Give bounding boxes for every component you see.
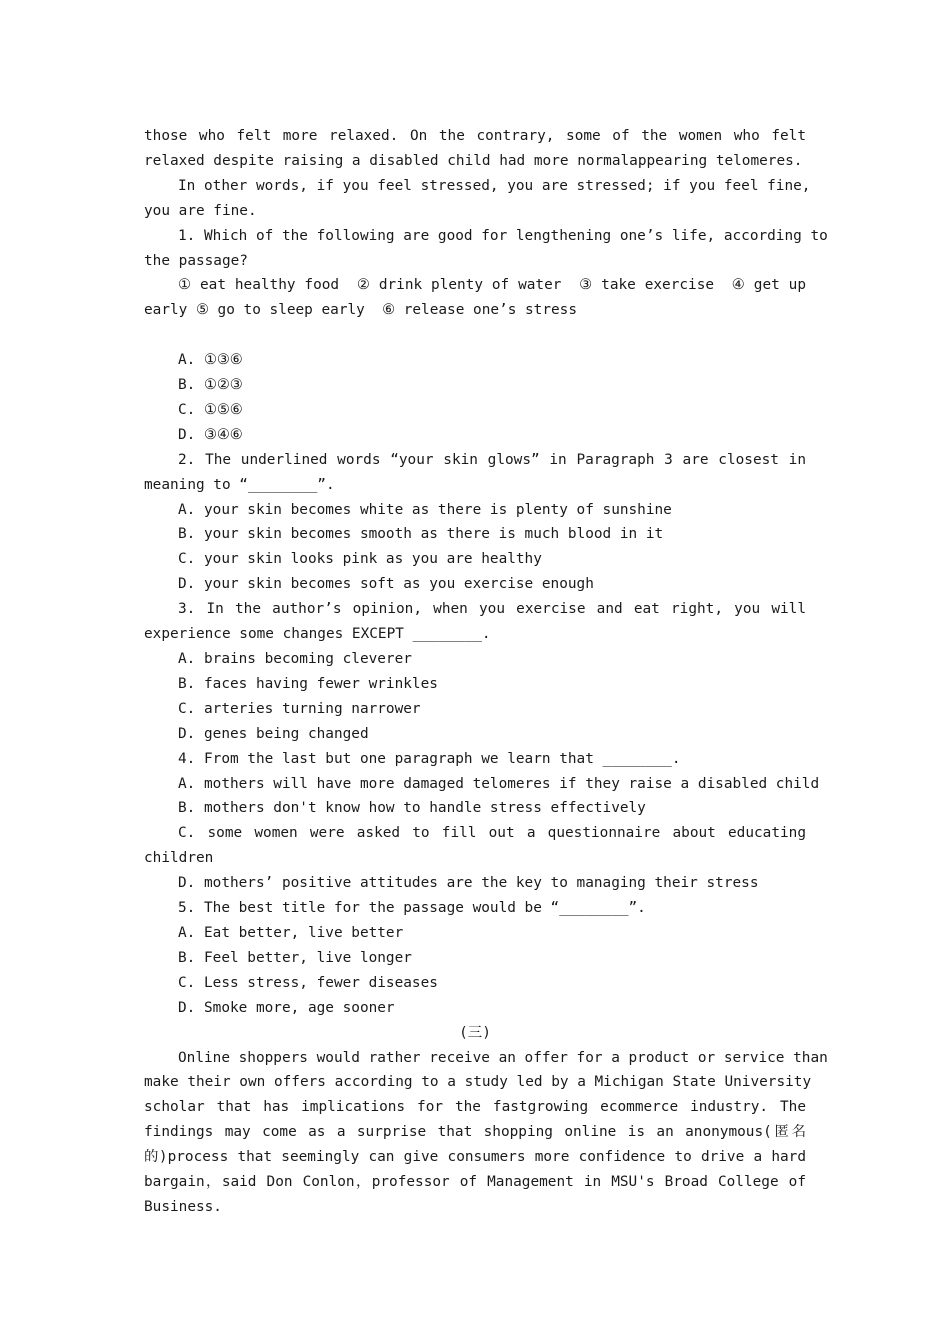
- question-4-option-b: B. mothers don't know how to handle stress effectively: [178, 800, 646, 817]
- question-1-stem: 1. Which of the following are good for lengthening one’s life, according to: [178, 227, 828, 244]
- question-5-option-d: D. Smoke more, age sooner: [178, 999, 395, 1016]
- section-3-line: make their own offers according to a study led by a Michigan State University: [144, 1074, 812, 1091]
- passage-line: those who felt more relaxed. On the contrary, some of the women who felt: [144, 128, 806, 144]
- question-3-option-d: D. genes being changed: [178, 725, 369, 742]
- question-4-stem: 4. From the last but one paragraph we learn that ________.: [178, 750, 681, 767]
- question-1-items: early ⑤ go to sleep early ⑥ release one’s stress: [144, 302, 578, 319]
- question-2-option-d: D. your skin becomes soft as you exercise enough: [178, 576, 594, 593]
- section-3-line: Online shoppers would rather receive an offer for a product or service than: [178, 1049, 828, 1066]
- question-2-option-b: B. your skin becomes smooth as there is much blood in it: [178, 526, 664, 543]
- question-1-option-c: C. ①⑤⑥: [178, 401, 243, 418]
- question-2-option-c: C. your skin looks pink as you are healthy: [178, 551, 542, 568]
- question-1-items: ① eat healthy food ② drink plenty of water ③ take exercise ④ get up: [178, 277, 806, 294]
- section-heading: (三): [459, 1024, 491, 1041]
- question-1-stem: the passage?: [144, 252, 248, 269]
- passage-line: you are fine.: [144, 202, 257, 219]
- question-5-stem: 5. The best title for the passage would be “________”.: [178, 900, 646, 917]
- question-4-option-c: children: [144, 850, 214, 867]
- question-4-option-d: D. mothers’ positive attitudes are the key to managing their stress: [178, 875, 759, 892]
- question-3-stem: 3. In the author’s opinion, when you exercise and eat right, you will: [178, 601, 806, 618]
- document-page: [144, 124, 828, 1220]
- section-3-line: scholar that has implications for the fastgrowing ecommerce industry. The: [144, 1099, 806, 1116]
- section-3-line: findings may come as a surprise that shopping online is an anonymous(匿名: [144, 1124, 806, 1141]
- question-3-stem: experience some changes EXCEPT ________.: [144, 626, 491, 643]
- question-1-option-a: A. ①③⑥: [178, 352, 243, 369]
- question-1-option-b: B. ①②③: [178, 377, 243, 394]
- question-5-option-a: A. Eat better, live better: [178, 924, 404, 941]
- section-3-line: bargain，said Don Conlon，professor of Management in MSU's Broad College of: [144, 1174, 806, 1191]
- section-3-line: Business.: [144, 1198, 222, 1215]
- question-4-option-c: C. some women were asked to fill out a questionnaire about educating: [178, 825, 806, 842]
- question-2-stem: meaning to “________”.: [144, 476, 335, 493]
- blank-line: [144, 323, 806, 348]
- question-2-option-a: A. your skin becomes white as there is plenty of sunshine: [178, 501, 672, 518]
- question-1-option-d: D. ③④⑥: [178, 426, 243, 443]
- question-4-option-a: A. mothers will have more damaged telomeres if they raise a disabled child: [178, 775, 820, 792]
- question-2-stem: 2. The underlined words “your skin glows” in Paragraph 3 are closest in: [178, 451, 806, 468]
- question-3-option-a: A. brains becoming cleverer: [178, 651, 412, 668]
- section-3-line: 的)process that seemingly can give consumers more confidence to drive a hard: [144, 1149, 806, 1166]
- question-3-option-b: B. faces having fewer wrinkles: [178, 675, 438, 692]
- passage-line: relaxed despite raising a disabled child had more normalappearing telomeres.: [144, 152, 803, 169]
- question-5-option-c: C. Less stress, fewer diseases: [178, 974, 438, 991]
- question-3-option-c: C. arteries turning narrower: [178, 700, 421, 717]
- passage-line: In other words, if you feel stressed, you are stressed; if you feel fine,: [178, 177, 811, 194]
- question-5-option-b: B. Feel better, live longer: [178, 949, 412, 966]
